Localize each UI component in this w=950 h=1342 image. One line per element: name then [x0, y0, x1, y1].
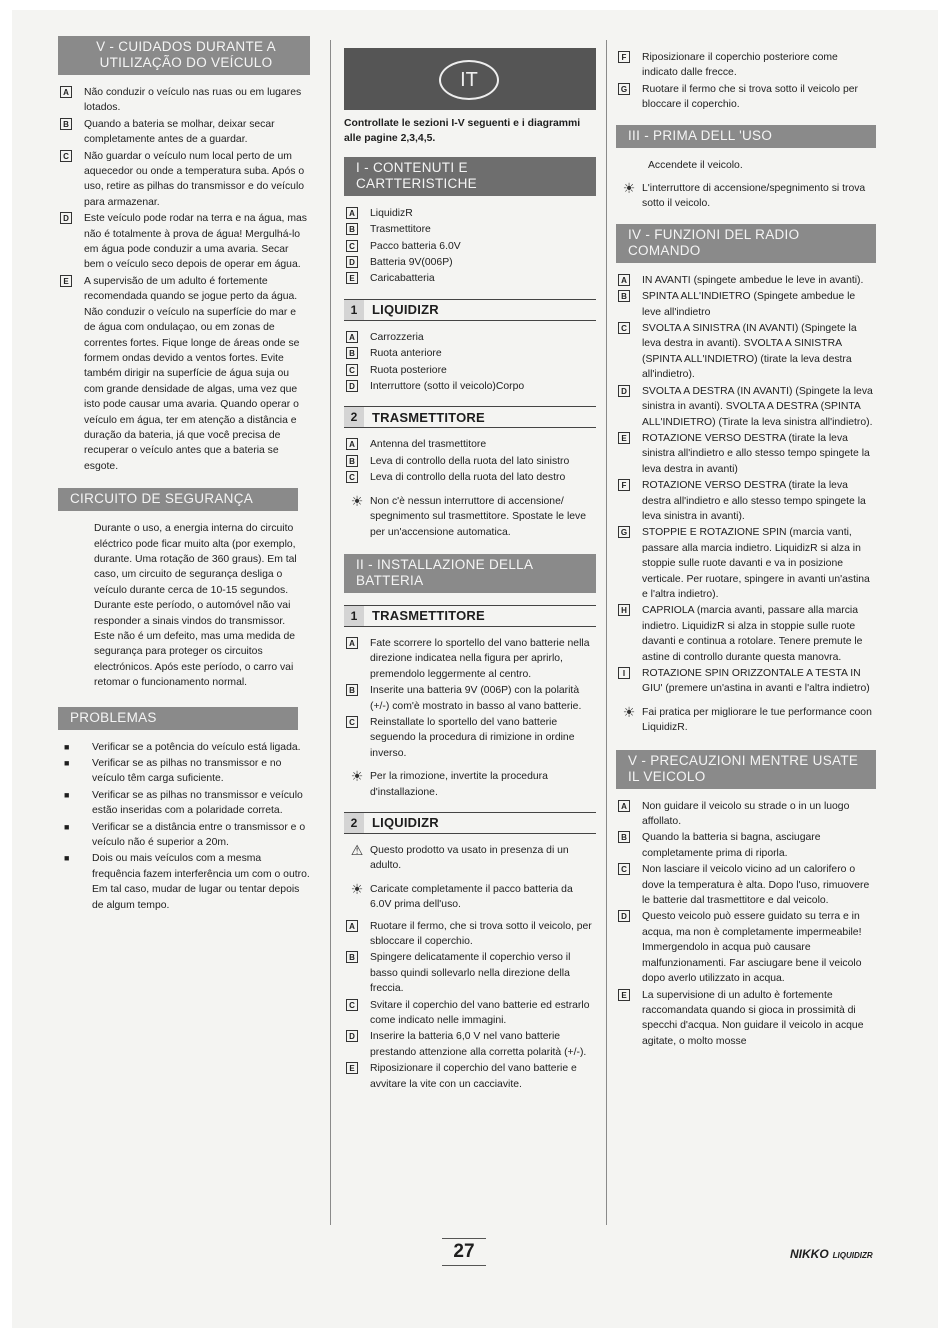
subsection-number: 2	[344, 407, 364, 427]
item-text: CAPRIOLA (marcia avanti, passare alla marcia indietro. LiquidizR si alza in stoppie sulle ruote davanti e continua a rotolare. Tenere premute le astine di controllo durante questa manovra.	[642, 605, 863, 663]
list-item	[344, 1061, 596, 1092]
tip-text: L'interruttore di accensione/spegnimento si trova sotto il veicolo.	[642, 183, 866, 210]
list-item	[58, 274, 310, 474]
product-name: LIQUIDIZR	[832, 1251, 873, 1260]
subsection-header	[344, 812, 596, 834]
item-text: SVOLTA A DESTRA (IN AVANTI) (Spingete la leva sinistra in avanti). SVOLTA A DESTRA (SPINTA ALL'INDIETRO) (Tirate la leva sinistra all'indietro).	[642, 385, 873, 428]
bullet-text: Verificar se as pilhas no transmissor e no veículo têm carga suficiente.	[92, 758, 282, 785]
item-list	[344, 330, 596, 395]
bullet-item	[64, 788, 310, 819]
section-header: III - PRIMA DELL 'USO	[616, 125, 876, 148]
section-header: PROBLEMAS	[58, 707, 298, 730]
subsection-number: 1	[344, 300, 364, 320]
subsection-number: 1	[344, 606, 364, 626]
intro-text: Controllate le sezioni I-V seguenti e i diagrammi alle pagine 2,3,4,5.	[344, 118, 581, 145]
tip-note	[344, 494, 596, 540]
bullet-icon: ■	[64, 853, 70, 864]
section-header: V - PRECAUZIONI MENTRE USATE IL VEICOLO	[616, 750, 876, 789]
item-label-box: A	[346, 331, 358, 343]
item-label-box: B	[60, 118, 72, 130]
list-item	[616, 384, 876, 430]
item-text: Leva di controllo della ruota del lato destro	[370, 472, 566, 484]
bullet-text: Verificar se as pilhas no transmissor e veículo estão inseridas com a polaridade correta.	[92, 789, 303, 817]
list-item	[344, 437, 596, 452]
tip-note	[616, 705, 876, 736]
lightbulb-icon: ☀	[350, 768, 364, 785]
item-text: Trasmettitore	[370, 224, 431, 236]
tip-text: Caricate completamente il pacco batteria da 6.0V prima dell'uso.	[370, 883, 573, 911]
item-label-box: B	[346, 455, 358, 467]
item-text: Spingere delicatamente il coperchio verso il basso quindi sollevarlo nella direzione della freccia.	[370, 952, 571, 995]
item-label-box: D	[346, 256, 358, 268]
bullet-item	[64, 820, 310, 851]
item-label-box: D	[618, 910, 630, 922]
item-text: Interruttore (sotto il veicolo)Corpo	[370, 381, 525, 393]
item-list	[58, 85, 310, 474]
item-text: Antenna del trasmettitore	[370, 439, 487, 451]
bullet-text: Dois ou mais veículos com a mesma frequência fazem interferência um com o outro. Em tal caso, mudar de lugar ou tentar depois de algum tempo.	[92, 853, 310, 911]
item-list	[616, 799, 876, 1050]
item-text: Quando la batteria si bagna, asciugare completamente prima di riporla.	[642, 832, 821, 859]
list-item	[344, 330, 596, 345]
column-italian-left	[344, 36, 596, 1093]
bullet-icon: ■	[64, 789, 70, 800]
list-item	[344, 636, 596, 682]
bullet-item	[64, 756, 310, 787]
item-text: Ruotare il fermo, che si trova sotto il veicolo, per sbloccare il coperchio.	[370, 920, 592, 947]
subsection-title: LIQUIDIZR	[372, 815, 439, 831]
list-item	[58, 117, 310, 148]
item-text: La supervisione di un adulto è fortemente raccomandata quando si gioca in prossimità di specchi d'acqua. Non guidare il veicolo in acque agitate, o molto mosse	[642, 989, 864, 1047]
list-item	[344, 206, 596, 221]
item-text: Riposizionare il coperchio del vano batterie e avvitare la vite con un cacciavite.	[370, 1063, 577, 1090]
list-item	[616, 273, 876, 288]
paragraph: Accendete il veicolo.	[648, 159, 743, 171]
list-item	[616, 830, 876, 861]
subsection-header	[344, 406, 596, 428]
subsection-title: TRASMETTITORE	[372, 409, 485, 425]
tip-note	[344, 769, 596, 800]
list-item	[616, 862, 876, 908]
language-banner	[344, 48, 596, 110]
item-text: Questo veicolo può essere guidato su terra e in acqua, ma non è completamente impermeabile! Immergendolo in acqua può causare malfunzionamenti. Far asciugare bene il veicolo dopo averlo utilizzato in acqua.	[642, 911, 862, 985]
list-item	[616, 431, 876, 477]
subsection-number: 2	[344, 813, 364, 833]
page-number: 27	[442, 1238, 486, 1266]
item-label-box: C	[346, 364, 358, 376]
item-list	[344, 919, 596, 1092]
item-list	[616, 50, 876, 113]
item-label-box: A	[346, 920, 358, 932]
list-item	[616, 289, 876, 320]
list-item	[616, 909, 876, 986]
item-text: IN AVANTI (spingete ambedue le leve in avanti).	[642, 274, 864, 286]
section-header: II - INSTALLAZIONE DELLA BATTERIA	[344, 554, 596, 593]
item-label-box: I	[618, 667, 630, 679]
item-label-box: F	[618, 51, 630, 63]
item-list	[616, 273, 876, 697]
item-label-box: D	[618, 385, 630, 397]
item-text: Reinstallate lo sportello del vano batterie seguendo la procedura di rimizione in ordine inverso.	[370, 716, 575, 759]
item-text: Não conduzir o veículo nas ruas ou em lugares lotados.	[84, 87, 302, 114]
item-text: Riposizionare il coperchio posteriore come indicato dalle frecce.	[642, 52, 838, 79]
subsection-title: LIQUIDIZR	[372, 302, 439, 318]
item-label-box: B	[618, 831, 630, 843]
item-text: Non guidare il veicolo su strade o in un luogo affollato.	[642, 800, 850, 828]
lightbulb-icon: ☀	[350, 880, 364, 897]
item-text: SPINTA ALL'INDIETRO (Spingete ambedue le leve all'indietro	[642, 291, 856, 318]
list-item	[616, 50, 876, 81]
item-label-box: D	[60, 212, 72, 224]
item-text: Inserire la batteria 6,0 V nel vano batterie prestando attenzione alla corretta polarità (+/-).	[370, 1031, 587, 1058]
column-italian-right	[616, 36, 876, 1050]
tip-note	[616, 181, 876, 212]
item-label-box: C	[346, 716, 358, 728]
warning-text: Questo prodotto va usato in presenza di un adulto.	[370, 844, 569, 872]
item-text: Inserite una batteria 9V (006P) con la polarità (+/-) com'è mostrato in basso al vano batterie.	[370, 685, 582, 712]
brand-name: NIKKO	[790, 1247, 829, 1261]
list-item	[344, 346, 596, 361]
item-label-box: E	[60, 275, 72, 287]
item-label-box: A	[618, 274, 630, 286]
item-label-box: C	[346, 999, 358, 1011]
list-item	[344, 271, 596, 286]
item-label-box: E	[346, 1062, 358, 1074]
list-item	[58, 211, 310, 273]
list-item	[616, 988, 876, 1050]
item-label-box: A	[618, 800, 630, 812]
item-text: Batteria 9V(006P)	[370, 257, 453, 269]
list-item	[616, 525, 876, 602]
item-label-box: B	[346, 684, 358, 696]
list-item	[344, 1029, 596, 1060]
list-item	[344, 998, 596, 1029]
item-text: Carrozzeria	[370, 331, 424, 343]
item-text: ROTAZIONE VERSO DESTRA (tirate la leva destra all'indietro e allo stesso tempo spingete la leva sinistra in avanti).	[642, 480, 866, 522]
item-label-box: D	[346, 380, 358, 392]
lightbulb-icon: ☀	[622, 180, 636, 197]
item-label-box: B	[618, 290, 630, 302]
item-label-box: A	[346, 438, 358, 450]
item-text: Ruotare il fermo che si trova sotto il veicolo per bloccare il coperchio.	[642, 83, 858, 111]
subsection-header	[344, 299, 596, 321]
item-text: Caricabatteria	[370, 273, 435, 285]
subsection-header	[344, 605, 596, 627]
item-list	[344, 437, 596, 485]
item-label-box: C	[618, 322, 630, 334]
list-item	[344, 222, 596, 237]
item-text: ROTAZIONE VERSO DESTRA (tirate la leva sinistra all'indietro e allo stesso tempo spingete la leva destra in avanti)	[642, 432, 870, 475]
list-item	[616, 478, 876, 524]
list-item	[58, 149, 310, 211]
bullet-icon: ■	[64, 741, 70, 752]
item-text: Leva di controllo della ruota del lato sinistro	[370, 455, 570, 467]
item-text: Non lasciare il veicolo vicino ad un calorifero o dove la temperatura è alta. Dopo l'uso, rimuovere le batterie dal trasmettitore e dal veicolo.	[642, 864, 870, 907]
warning-note	[344, 843, 596, 874]
list-item	[344, 715, 596, 761]
paragraph: Durante o uso, a energia interna do circuito eléctrico pode ficar muito alta (por exemplo, durante. Uma rotação de 360 graus). Em tal caso, um circuito de segurança desliga o veículo durante cerca de 10-15 segundos. Durante este período, o automóvel não vai responder a sinais vindos do transmissor. Este não é um defeito, mas uma medida de segurança para proteger os circuitos electrónicos. Após este período, o carro vai retomar o funcionamento normal.	[94, 523, 297, 689]
list-item	[344, 239, 596, 254]
bullet-text: Verificar se a potência do veículo está ligada.	[92, 741, 301, 753]
bullet-icon: ■	[64, 758, 70, 769]
item-label-box: E	[618, 432, 630, 444]
item-text: Quando a bateria se molhar, deixar secar completamente antes de a guardar.	[84, 118, 275, 146]
item-label-box: E	[618, 989, 630, 1001]
item-text: Este veículo pode rodar na terra e na água, mas não é totalmente à prova de água! Mergulhá-lo em água pode conduzir a uma avaria. Secar bem o veículo seco depois de operar em água.	[84, 213, 307, 271]
list-item	[344, 919, 596, 950]
item-text: Svitare il coperchio del vano batterie ed estrarlo come indicato nelle immagini.	[370, 999, 590, 1027]
item-label-box: B	[346, 347, 358, 359]
bullet-icon: ■	[64, 821, 70, 832]
section-header: V - CUIDADOS DURANTE A UTILIZAÇÃO DO VEÍCULO	[58, 36, 310, 75]
column-divider	[330, 40, 331, 1225]
list-item	[344, 470, 596, 485]
item-label-box: H	[618, 604, 630, 616]
list-item	[616, 82, 876, 113]
item-label-box: F	[618, 479, 630, 491]
bullet-list	[58, 740, 310, 913]
item-text: Ruota anteriore	[370, 348, 442, 360]
item-text: Fate scorrere lo sportello del vano batterie nella direzione indicatea nella figura per aprirlo, premendolo leggermente al centro.	[370, 637, 590, 680]
column-divider	[606, 40, 607, 1225]
list-item	[58, 85, 310, 116]
item-text: STOPPIE E ROTAZIONE SPIN (marcia vanti, passare alla marcia indietro. LiquidizR si alza in stoppie sulle ruote davanti e va in posizione verticale. Per ruotare, spingere in avanti un'astina e l'altra indietro).	[642, 527, 870, 600]
column-portuguese	[58, 36, 310, 914]
list-item	[344, 379, 596, 394]
list-item	[616, 799, 876, 830]
section-header: I - CONTENUTI E CARTTERISTICHE	[344, 157, 596, 196]
item-label-box: A	[346, 637, 358, 649]
list-item	[344, 255, 596, 270]
item-label-box: D	[346, 1030, 358, 1042]
bullet-item	[64, 740, 310, 755]
item-list	[344, 636, 596, 761]
tip-note	[344, 882, 596, 913]
item-label-box: C	[346, 240, 358, 252]
item-text: Não guardar o veículo num local perto de um aquecedor ou onde a temperatura suba. Após o uso, retire as pilhas do transmissor e do veículo para armazenar.	[84, 150, 305, 208]
language-badge: IT	[439, 60, 499, 100]
list-item	[344, 454, 596, 469]
bullet-item	[64, 851, 310, 913]
item-text: A supervisão de um adulto é fortemente recomendada quando se jogue perto da água. Não conduzir o veículo na superfície do mar e de água com ondulaçao, ou em zonas de correntes fortes. Fique longe de áreas onde se formem ondas devido a ventos fortes. Evite também dirigir na superfície de água suja ou com grande densidade de algas, uma vez que isto pode causar uma avaria. Quando operar o veículo em água, ter em atenção a distância e duração da bateria, já que você precisa de recuperar o veículo antes que a bateria se esgote.	[84, 275, 300, 472]
item-label-box: C	[346, 471, 358, 483]
item-text: ROTAZIONE SPIN ORIZZONTALE A TESTA IN GIU' (premere un'astina in avanti e l'altra indietro)	[642, 668, 870, 695]
item-label-box: E	[346, 272, 358, 284]
item-label-box: B	[346, 951, 358, 963]
item-list	[344, 206, 596, 287]
item-label-box: G	[618, 83, 630, 95]
item-text: Pacco batteria 6.0V	[370, 240, 461, 252]
item-label-box: G	[618, 526, 630, 538]
lightbulb-icon: ☀	[622, 703, 636, 720]
list-item	[616, 603, 876, 665]
item-text: SVOLTA A SINISTRA (IN AVANTI) (Spingete la leva destra in avanti). SVOLTA A SINISTRA (SPINTA ALL'INDIETRO) (tirate la leva destra all'indietro).	[642, 323, 857, 381]
list-item	[344, 950, 596, 996]
list-item	[344, 363, 596, 378]
item-label-box: B	[346, 223, 358, 235]
item-label-box: A	[60, 86, 72, 98]
list-item	[344, 683, 596, 714]
item-label-box: C	[618, 863, 630, 875]
list-item	[616, 321, 876, 383]
brand-logo	[790, 1247, 873, 1261]
item-text: Ruota posteriore	[370, 364, 447, 376]
bullet-text: Verificar se a distância entre o transmissor e o veículo não é superior a 20m.	[92, 821, 306, 849]
item-text: LiquidizR	[370, 207, 413, 219]
tip-text: Fai pratica per migliorare le tue performance coon LiquidizR.	[642, 706, 872, 734]
section-header: IV - FUNZIONI DEL RADIO COMANDO	[616, 224, 876, 263]
item-label-box: C	[60, 150, 72, 162]
item-label-box: A	[346, 207, 358, 219]
lightbulb-icon: ☀	[350, 492, 364, 509]
warning-icon: ⚠	[350, 841, 364, 858]
tip-text: Non c'è nessun interruttore di accensione/ spegnimento sul trasmettitore. Spostate le leve per un'accensione automatica.	[370, 495, 587, 538]
section-header: CIRCUITO DE SEGURANÇA	[58, 488, 298, 511]
list-item	[616, 666, 876, 697]
subsection-title: TRASMETTITORE	[372, 608, 485, 624]
tip-text: Per la rimozione, invertite la procedura d'installazione.	[370, 771, 548, 798]
